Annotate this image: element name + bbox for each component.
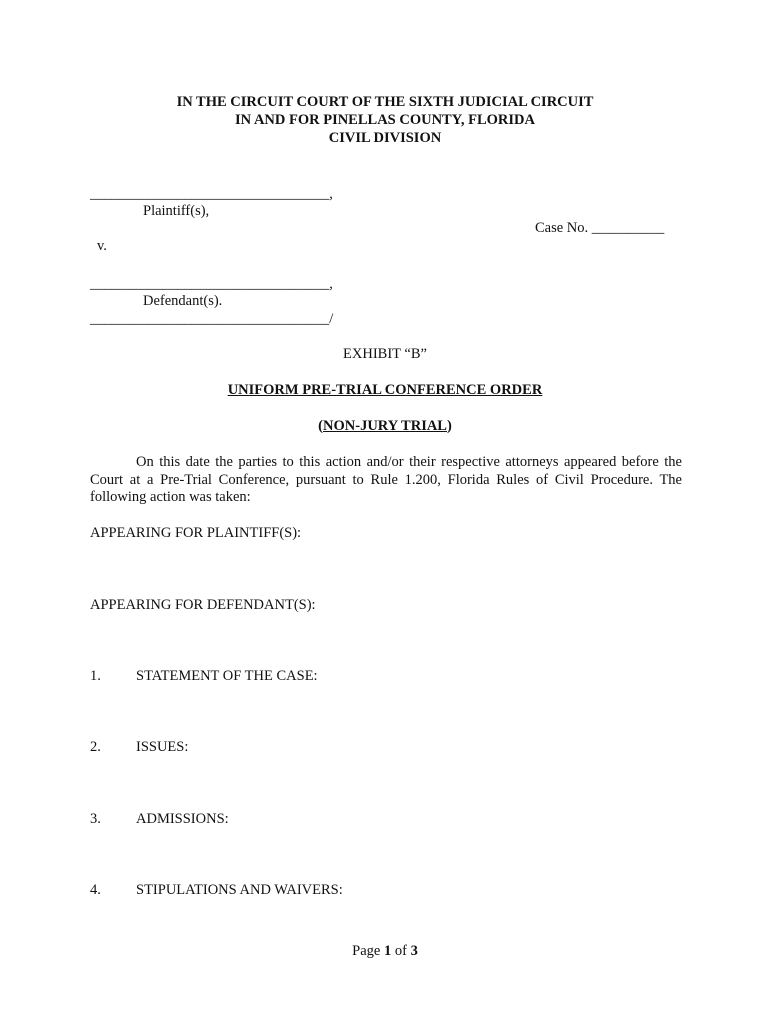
- subtitle-text: NON-JURY TRIAL: [323, 418, 447, 434]
- of-word: of: [394, 943, 407, 959]
- order-subtitle: [0, 418, 770, 435]
- subtitle-close-paren: ): [446, 418, 452, 434]
- plaintiff-label: Plaintiff(s),: [143, 203, 210, 219]
- plaintiff-name-blank: _________________________________,: [90, 186, 333, 202]
- caption-closing-line: _________________________________/: [90, 311, 334, 327]
- exhibit-label: EXHIBIT “B”: [343, 346, 427, 362]
- page-total: 3: [410, 943, 418, 959]
- item-number: 1.: [90, 668, 101, 684]
- order-title: UNIFORM PRE-TRIAL CONFERENCE ORDER: [227, 382, 543, 398]
- defendant-label: Defendant(s).: [143, 293, 223, 309]
- item-number: 4.: [90, 882, 101, 898]
- case-number: Case No. __________: [535, 220, 665, 236]
- item-label: STATEMENT OF THE CASE:: [136, 668, 318, 684]
- item-label: ADMISSIONS:: [136, 811, 229, 827]
- page-current: 1: [383, 943, 392, 959]
- intro-paragraph: On this date the parties to this action and/or their respective attorneys appeared before the Court at a Pre-Trial Conference, pursuant to Rule 1.200, Florida Rules of Civil Procedure. The following action was taken:: [90, 454, 682, 505]
- versus-label: v.: [97, 238, 107, 254]
- court-header-line-3: CIVIL DIVISION: [328, 130, 442, 146]
- page-word: Page: [352, 943, 381, 959]
- item-number: 3.: [90, 811, 101, 827]
- defendant-name-blank: _________________________________,: [90, 276, 333, 292]
- item-label: STIPULATIONS AND WAIVERS:: [136, 882, 343, 898]
- court-header-line-1: IN THE CIRCUIT COURT OF THE SIXTH JUDICIAL CIRCUIT: [176, 94, 594, 110]
- court-header-line-2: IN AND FOR PINELLAS COUNTY, FLORIDA: [235, 112, 535, 128]
- item-label: ISSUES:: [136, 739, 189, 755]
- appearing-plaintiff-heading: APPEARING FOR PLAINTIFF(S):: [90, 525, 302, 541]
- appearing-defendant-heading: APPEARING FOR DEFENDANT(S):: [90, 597, 316, 613]
- page-indicator: [0, 943, 770, 960]
- item-number: 2.: [90, 739, 101, 755]
- subtitle-open-paren: (: [318, 418, 324, 434]
